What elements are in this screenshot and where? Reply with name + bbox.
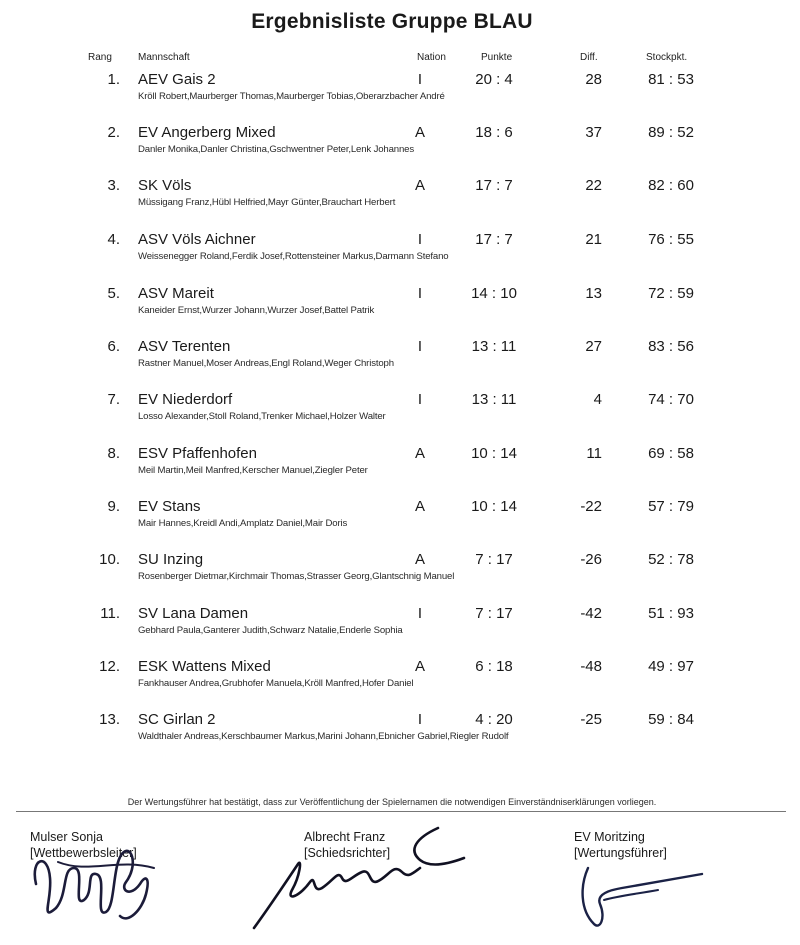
header-punkte: Punkte bbox=[481, 52, 513, 63]
rank: 12. bbox=[99, 658, 120, 675]
player-list: Mair Hannes,Kreidl Andi,Amplatz Daniel,Mair Doris bbox=[138, 518, 348, 529]
difference: 22 bbox=[585, 177, 602, 194]
difference: -25 bbox=[580, 711, 602, 728]
player-list: Kaneider Ernst,Wurzer Johann,Wurzer Josef,Battel Patrik bbox=[138, 305, 375, 316]
player-list: Meil Martin,Meil Manfred,Kerscher Manuel,Ziegler Peter bbox=[138, 465, 368, 476]
nation: I bbox=[417, 338, 423, 355]
table-row bbox=[0, 338, 800, 388]
team-name: SC Girlan 2 bbox=[138, 711, 216, 728]
signature-role-scorekeeper: [Wertungsführer] bbox=[574, 846, 667, 860]
nation: I bbox=[417, 605, 423, 622]
handwritten-signature-competition-leader bbox=[28, 838, 168, 930]
stock-points: 89 : 52 bbox=[648, 124, 694, 141]
points: 17 : 7 bbox=[475, 231, 513, 248]
rank: 13. bbox=[99, 711, 120, 728]
table-row bbox=[0, 177, 800, 227]
rank: 3. bbox=[107, 177, 120, 194]
rank: 7. bbox=[107, 391, 120, 408]
table-row bbox=[0, 711, 800, 761]
stock-points: 51 : 93 bbox=[648, 605, 694, 622]
player-list: Waldthaler Andreas,Kerschbaumer Markus,Marini Johann,Ebnicher Gabriel,Riegler Rudolf bbox=[138, 731, 509, 742]
stock-points: 59 : 84 bbox=[648, 711, 694, 728]
stock-points: 49 : 97 bbox=[648, 658, 694, 675]
team-name: ESK Wattens Mixed bbox=[138, 658, 271, 675]
nation: A bbox=[414, 658, 425, 675]
points: 6 : 18 bbox=[475, 658, 513, 675]
points: 13 : 11 bbox=[471, 391, 517, 408]
player-list: Danler Monika,Danler Christina,Gschwentner Peter,Lenk Johannes bbox=[138, 144, 414, 155]
difference: -42 bbox=[580, 605, 602, 622]
rank: 11. bbox=[100, 605, 120, 622]
divider bbox=[16, 811, 786, 812]
difference: 28 bbox=[585, 71, 602, 88]
table-row bbox=[0, 498, 800, 548]
rank: 5. bbox=[107, 285, 120, 302]
nation: A bbox=[414, 498, 425, 515]
table-row bbox=[0, 124, 800, 174]
difference: -22 bbox=[580, 498, 602, 515]
table-row bbox=[0, 445, 800, 495]
nation: I bbox=[417, 285, 423, 302]
player-list: Rastner Manuel,Moser Andreas,Engl Roland,Weger Christoph bbox=[138, 358, 394, 369]
team-name: SK Völs bbox=[138, 177, 192, 194]
difference: 13 bbox=[585, 285, 602, 302]
player-list: Gebhard Paula,Ganterer Judith,Schwarz Natalie,Enderle Sophia bbox=[138, 625, 403, 636]
points: 10 : 14 bbox=[471, 498, 517, 515]
table-row bbox=[0, 391, 800, 441]
table-row bbox=[0, 605, 800, 655]
nation: I bbox=[417, 71, 423, 88]
rank: 6. bbox=[107, 338, 120, 355]
consent-footnote: Der Wertungsführer hat bestätigt, dass zur Veröffentlichung der Spielernamen die notwendigen Einverständniserklärungen vorliegen. bbox=[127, 797, 657, 807]
nation: I bbox=[417, 391, 423, 408]
nation: A bbox=[414, 124, 425, 141]
player-list: Fankhauser Andrea,Grubhofer Manuela,Kröll Manfred,Hofer Daniel bbox=[138, 678, 414, 689]
difference: 37 bbox=[585, 124, 602, 141]
signature-role-competition-leader: [Wettbewerbsleiter] bbox=[30, 846, 137, 860]
signature-name-scorekeeper: EV Moritzing bbox=[574, 830, 645, 844]
stock-points: 76 : 55 bbox=[648, 231, 694, 248]
team-name: EV Niederdorf bbox=[138, 391, 233, 408]
player-list: Müssigang Franz,Hübl Helfried,Mayr Günter,Brauchart Herbert bbox=[138, 197, 396, 208]
stock-points: 74 : 70 bbox=[648, 391, 694, 408]
header-rang: Rang bbox=[88, 52, 112, 63]
header-nation: Nation bbox=[417, 52, 446, 63]
header-mannschaft: Mannschaft bbox=[138, 52, 190, 63]
nation: I bbox=[417, 231, 423, 248]
handwritten-signature-scorekeeper bbox=[570, 860, 710, 932]
points: 10 : 14 bbox=[471, 445, 517, 462]
difference: -26 bbox=[580, 551, 602, 568]
player-list: Kröll Robert,Maurberger Thomas,Maurberger Tobias,Oberarzbacher André bbox=[138, 91, 445, 102]
team-name: SU Inzing bbox=[138, 551, 204, 568]
difference: 21 bbox=[585, 231, 602, 248]
rank: 2. bbox=[107, 124, 120, 141]
page-title: Ergebnisliste Gruppe BLAU bbox=[251, 10, 533, 33]
stock-points: 81 : 53 bbox=[648, 71, 694, 88]
table-row bbox=[0, 658, 800, 708]
handwritten-signature-referee bbox=[242, 816, 472, 934]
table-row bbox=[0, 551, 800, 601]
nation: A bbox=[414, 445, 425, 462]
stock-points: 52 : 78 bbox=[648, 551, 694, 568]
nation: A bbox=[414, 177, 425, 194]
player-list: Weissenegger Roland,Ferdik Josef,Rottensteiner Markus,Darmann Stefano bbox=[138, 251, 449, 262]
points: 4 : 20 bbox=[475, 711, 513, 728]
team-name: SV Lana Damen bbox=[138, 605, 249, 622]
rank: 10. bbox=[99, 551, 120, 568]
points: 18 : 6 bbox=[475, 124, 513, 141]
rank: 8. bbox=[107, 445, 120, 462]
stock-points: 57 : 79 bbox=[648, 498, 694, 515]
team-name: ESV Pfaffenhofen bbox=[138, 445, 257, 462]
team-name: EV Stans bbox=[138, 498, 201, 515]
rank: 4. bbox=[107, 231, 120, 248]
signature-name-referee: Albrecht Franz bbox=[304, 830, 386, 844]
points: 13 : 11 bbox=[471, 338, 517, 355]
difference: 27 bbox=[585, 338, 602, 355]
table-row bbox=[0, 231, 800, 281]
header-stockpkt: Stockpkt. bbox=[646, 52, 688, 63]
points: 20 : 4 bbox=[475, 71, 513, 88]
stock-points: 69 : 58 bbox=[648, 445, 694, 462]
signature-name-competition-leader: Mulser Sonja bbox=[30, 830, 103, 844]
nation: I bbox=[417, 711, 423, 728]
points: 7 : 17 bbox=[475, 605, 513, 622]
difference: -48 bbox=[580, 658, 602, 675]
team-name: ASV Terenten bbox=[138, 338, 231, 355]
rank: 9. bbox=[107, 498, 120, 515]
team-name: AEV Gais 2 bbox=[138, 71, 216, 88]
points: 7 : 17 bbox=[475, 551, 513, 568]
points: 17 : 7 bbox=[475, 177, 513, 194]
player-list: Losso Alexander,Stoll Roland,Trenker Michael,Holzer Walter bbox=[138, 411, 386, 422]
rank: 1. bbox=[107, 71, 120, 88]
player-list: Rosenberger Dietmar,Kirchmair Thomas,Strasser Georg,Glantschnig Manuel bbox=[138, 571, 455, 582]
team-name: ASV Völs Aichner bbox=[138, 231, 256, 248]
points: 14 : 10 bbox=[471, 285, 517, 302]
stock-points: 83 : 56 bbox=[648, 338, 694, 355]
signature-role-referee: [Schiedsrichter] bbox=[304, 846, 391, 860]
stock-points: 82 : 60 bbox=[648, 177, 694, 194]
team-name: EV Angerberg Mixed bbox=[138, 124, 276, 141]
nation: A bbox=[414, 551, 425, 568]
header-diff: Diff. bbox=[580, 52, 598, 63]
table-row bbox=[0, 285, 800, 335]
difference: 11 bbox=[586, 445, 602, 462]
team-name: ASV Mareit bbox=[138, 285, 214, 302]
stock-points: 72 : 59 bbox=[648, 285, 694, 302]
difference: 4 bbox=[593, 391, 602, 408]
table-row bbox=[0, 71, 800, 121]
